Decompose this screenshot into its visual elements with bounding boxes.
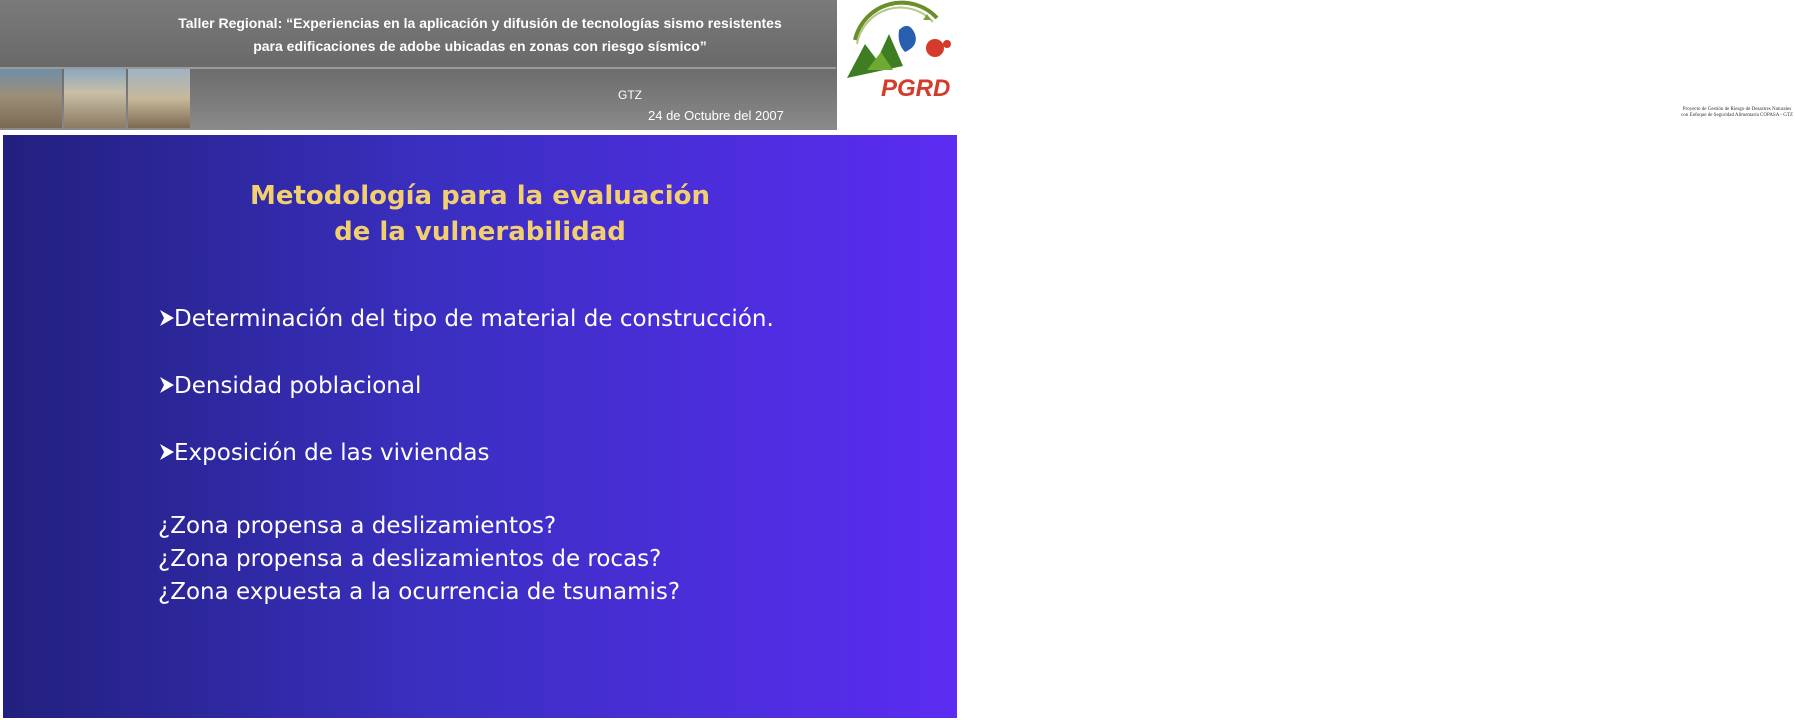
bullet-item xyxy=(160,369,774,403)
bullet-text: Exposición de las viviendas xyxy=(174,440,490,466)
org-label: GTZ xyxy=(618,88,642,102)
bullet-item xyxy=(160,436,774,470)
damaged-house-photo-1 xyxy=(0,69,62,128)
method-bullet-list xyxy=(160,302,774,503)
slide-title xyxy=(0,178,960,250)
workshop-title-line2: para edificaciones de adobe ubicadas en zonas con riesgo sísmico” xyxy=(253,38,707,54)
question-item: ¿Zona propensa a deslizamientos? xyxy=(158,513,557,539)
workshop-title xyxy=(120,12,840,58)
slide-title-line1: Metodología para la evaluación xyxy=(249,181,711,211)
bullet-item xyxy=(160,302,774,336)
workshop-title-line1: Taller Regional: “Experiencias en la aplicación y difusión de tecnologías sismo resistentes xyxy=(178,15,782,31)
question-item: ¿Zona propensa a deslizamientos de rocas? xyxy=(158,546,662,572)
header-band xyxy=(0,0,960,130)
logo-wordmark: PGRD xyxy=(881,75,951,102)
question-item: ¿Zona expuesta a la ocurrencia de tsunamis? xyxy=(158,579,681,605)
arrowhead-bullet-icon xyxy=(160,310,174,326)
pgrd-logo-icon xyxy=(837,0,960,110)
slide-title-line2: de la vulnerabilidad xyxy=(334,217,626,247)
event-date: 24 de Octubre del 2007 xyxy=(648,108,784,123)
logo-caption: Proyecto de Gestión de Riesgo de Desastres Naturales con Enfoque de Seguridad Alimentaria COPASA - GTZ xyxy=(1681,107,1793,118)
damaged-house-photo-3 xyxy=(128,69,190,128)
arrowhead-bullet-icon xyxy=(160,444,174,460)
earthquake-photos xyxy=(0,69,190,128)
damaged-house-photo-2 xyxy=(64,69,126,128)
pgrd-logo xyxy=(837,0,1793,132)
question-list xyxy=(158,510,680,609)
bullet-text: Determinación del tipo de material de construcción. xyxy=(174,306,774,332)
bullet-text: Densidad poblacional xyxy=(174,373,422,399)
arrowhead-bullet-icon xyxy=(160,377,174,393)
